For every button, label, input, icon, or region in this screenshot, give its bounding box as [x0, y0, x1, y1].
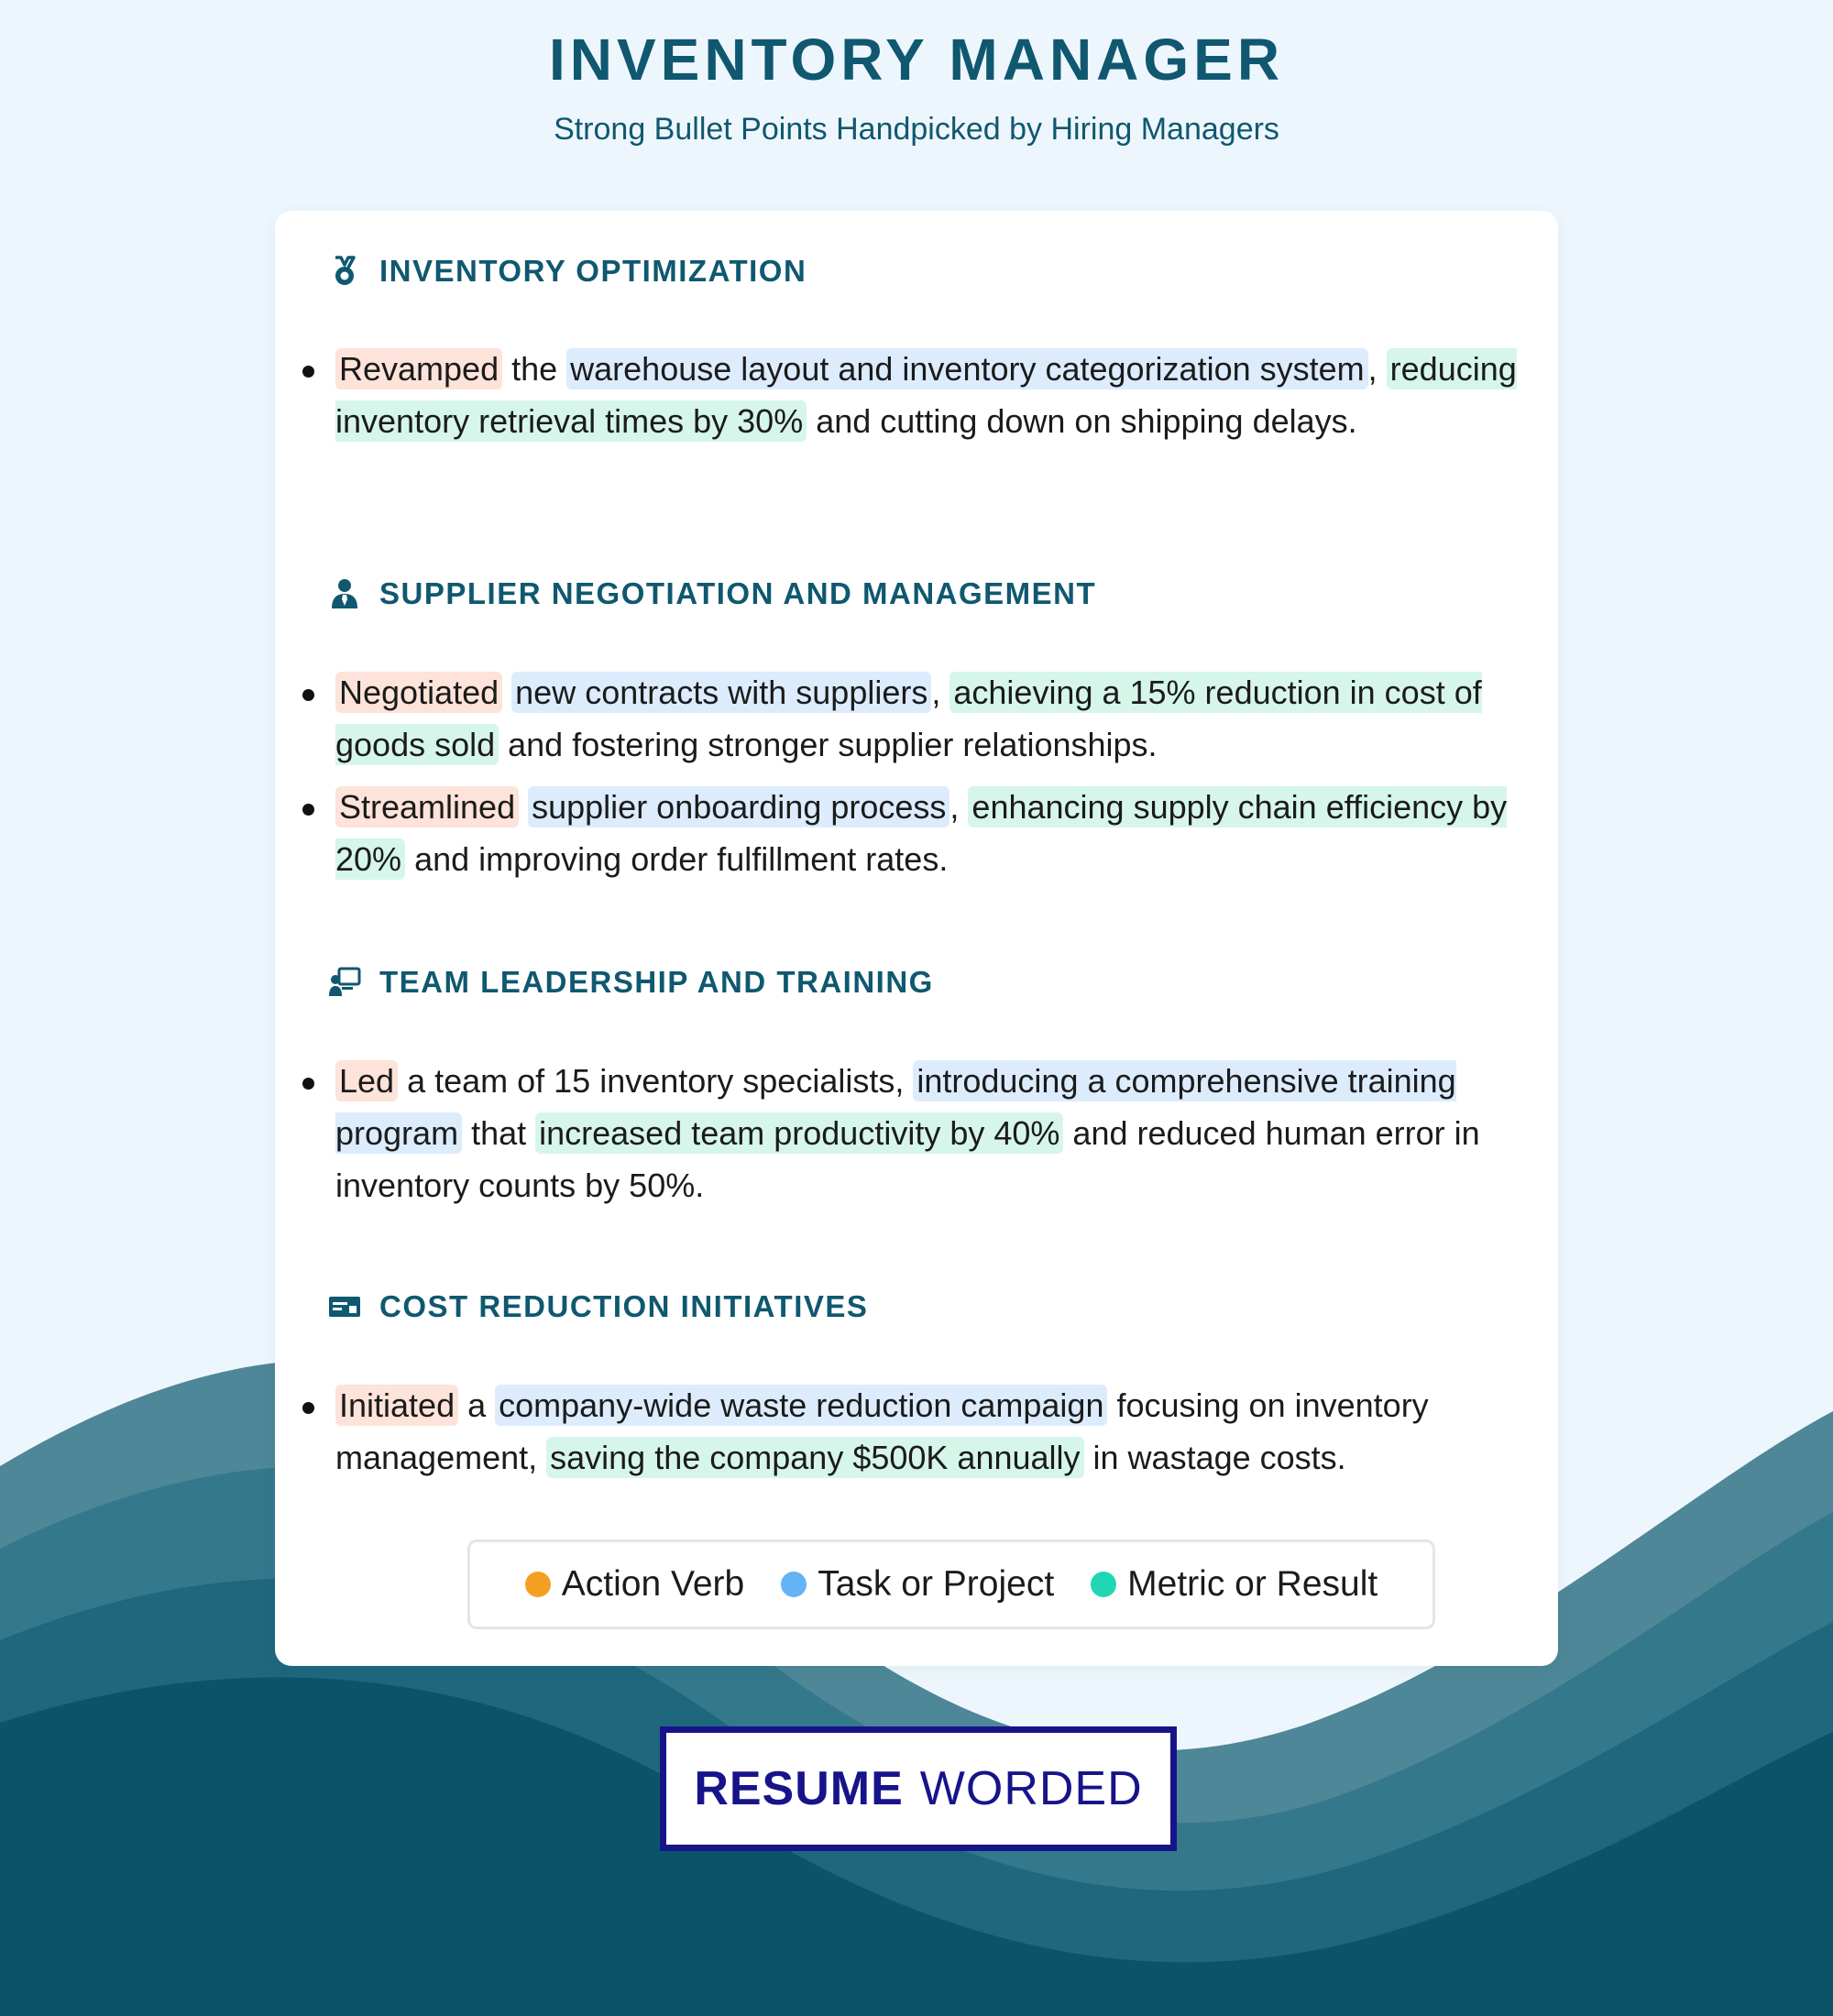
section-header	[328, 251, 807, 291]
bullet-item	[302, 343, 1531, 447]
task-or-project: warehouse layout and inventory categorization system	[566, 348, 1367, 389]
bullet-text: that	[462, 1114, 536, 1152]
bullet-text: a	[458, 1386, 496, 1424]
brand-light: WORDED	[919, 1762, 1143, 1815]
metric-or-result: enhancing supply chain efficiency by 20%	[335, 788, 1508, 878]
action-verb: Led	[335, 1060, 398, 1101]
bullet-text: the	[502, 350, 567, 388]
section-title: INVENTORY OPTIMIZATION	[379, 254, 807, 288]
money-bill-icon	[328, 1290, 361, 1323]
task-or-project: introducing a comprehensive training program	[335, 1062, 1456, 1152]
legend-item-action-verb	[525, 1564, 744, 1605]
presenter-icon	[328, 966, 361, 999]
bullet-text	[519, 788, 528, 826]
bullet-text	[502, 674, 511, 711]
bullet-list	[302, 1055, 1531, 1222]
legend-item-metric-or-result	[1091, 1564, 1377, 1605]
action-verb: Streamlined	[335, 786, 519, 827]
bullet-item	[302, 1055, 1531, 1211]
bullet-text: and reduced human error in inventory counts by 50%.	[335, 1114, 1480, 1204]
bullet-text: and cutting down on shipping delays.	[807, 402, 1357, 440]
metric-or-result: increased team productivity by 40%	[535, 1112, 1063, 1154]
legend-label: Action Verb	[561, 1564, 745, 1604]
bullet-text: focusing on inventory management,	[335, 1386, 1429, 1476]
action-verb: Revamped	[335, 348, 502, 389]
page-header	[0, 26, 1833, 148]
legend-dot	[525, 1572, 551, 1597]
resume-worded-logo	[660, 1726, 1177, 1851]
medal-icon	[328, 255, 361, 288]
section-title: SUPPLIER NEGOTIATION AND MANAGEMENT	[379, 576, 1097, 610]
legend-dot	[1091, 1572, 1116, 1597]
section-header	[328, 962, 934, 1003]
action-verb: Initiated	[335, 1385, 458, 1426]
section-header	[328, 574, 1096, 614]
brand-bold: RESUME	[694, 1762, 904, 1815]
bullet-text: ,	[949, 788, 969, 826]
bullet-text: ,	[931, 674, 950, 711]
bullet-list	[302, 666, 1531, 895]
metric-or-result: achieving a 15% reduction in cost of goods sold	[335, 674, 1482, 763]
bullet-list	[302, 1379, 1531, 1494]
task-or-project: company-wide waste reduction campaign	[495, 1385, 1107, 1426]
page-subtitle: Strong Bullet Points Handpicked by Hiring Managers	[554, 112, 1279, 147]
section-title: COST REDUCTION INITIATIVES	[379, 1289, 869, 1323]
bullet-text: and fostering stronger supplier relationships.	[499, 726, 1158, 763]
bullet-item	[302, 666, 1531, 771]
legend-dot	[781, 1572, 807, 1597]
metric-or-result: saving the company $500K annually	[546, 1437, 1083, 1478]
legend-item-task-or-project	[781, 1564, 1054, 1605]
highlight-legend	[467, 1539, 1435, 1629]
bullet-item	[302, 781, 1531, 885]
section-header	[328, 1287, 868, 1327]
bullet-points-card	[275, 211, 1558, 1666]
user-tie-icon	[328, 577, 361, 610]
bullet-item	[302, 1379, 1531, 1484]
section-title: TEAM LEADERSHIP AND TRAINING	[379, 965, 934, 999]
metric-or-result: reducing inventory retrieval times by 30%	[335, 350, 1517, 440]
bullet-text: and improving order fulfillment rates.	[405, 840, 949, 878]
legend-label: Task or Project	[818, 1564, 1055, 1604]
task-or-project: new contracts with suppliers	[511, 672, 931, 713]
task-or-project: supplier onboarding process	[528, 786, 949, 827]
bullet-text: a team of 15 inventory specialists,	[398, 1062, 914, 1100]
bullet-text: ,	[1367, 350, 1387, 388]
bullet-list	[302, 343, 1531, 457]
bullet-text: in wastage costs.	[1083, 1439, 1346, 1476]
legend-label: Metric or Result	[1127, 1564, 1378, 1604]
action-verb: Negotiated	[335, 672, 502, 713]
page-title: INVENTORY MANAGER	[548, 27, 1285, 93]
